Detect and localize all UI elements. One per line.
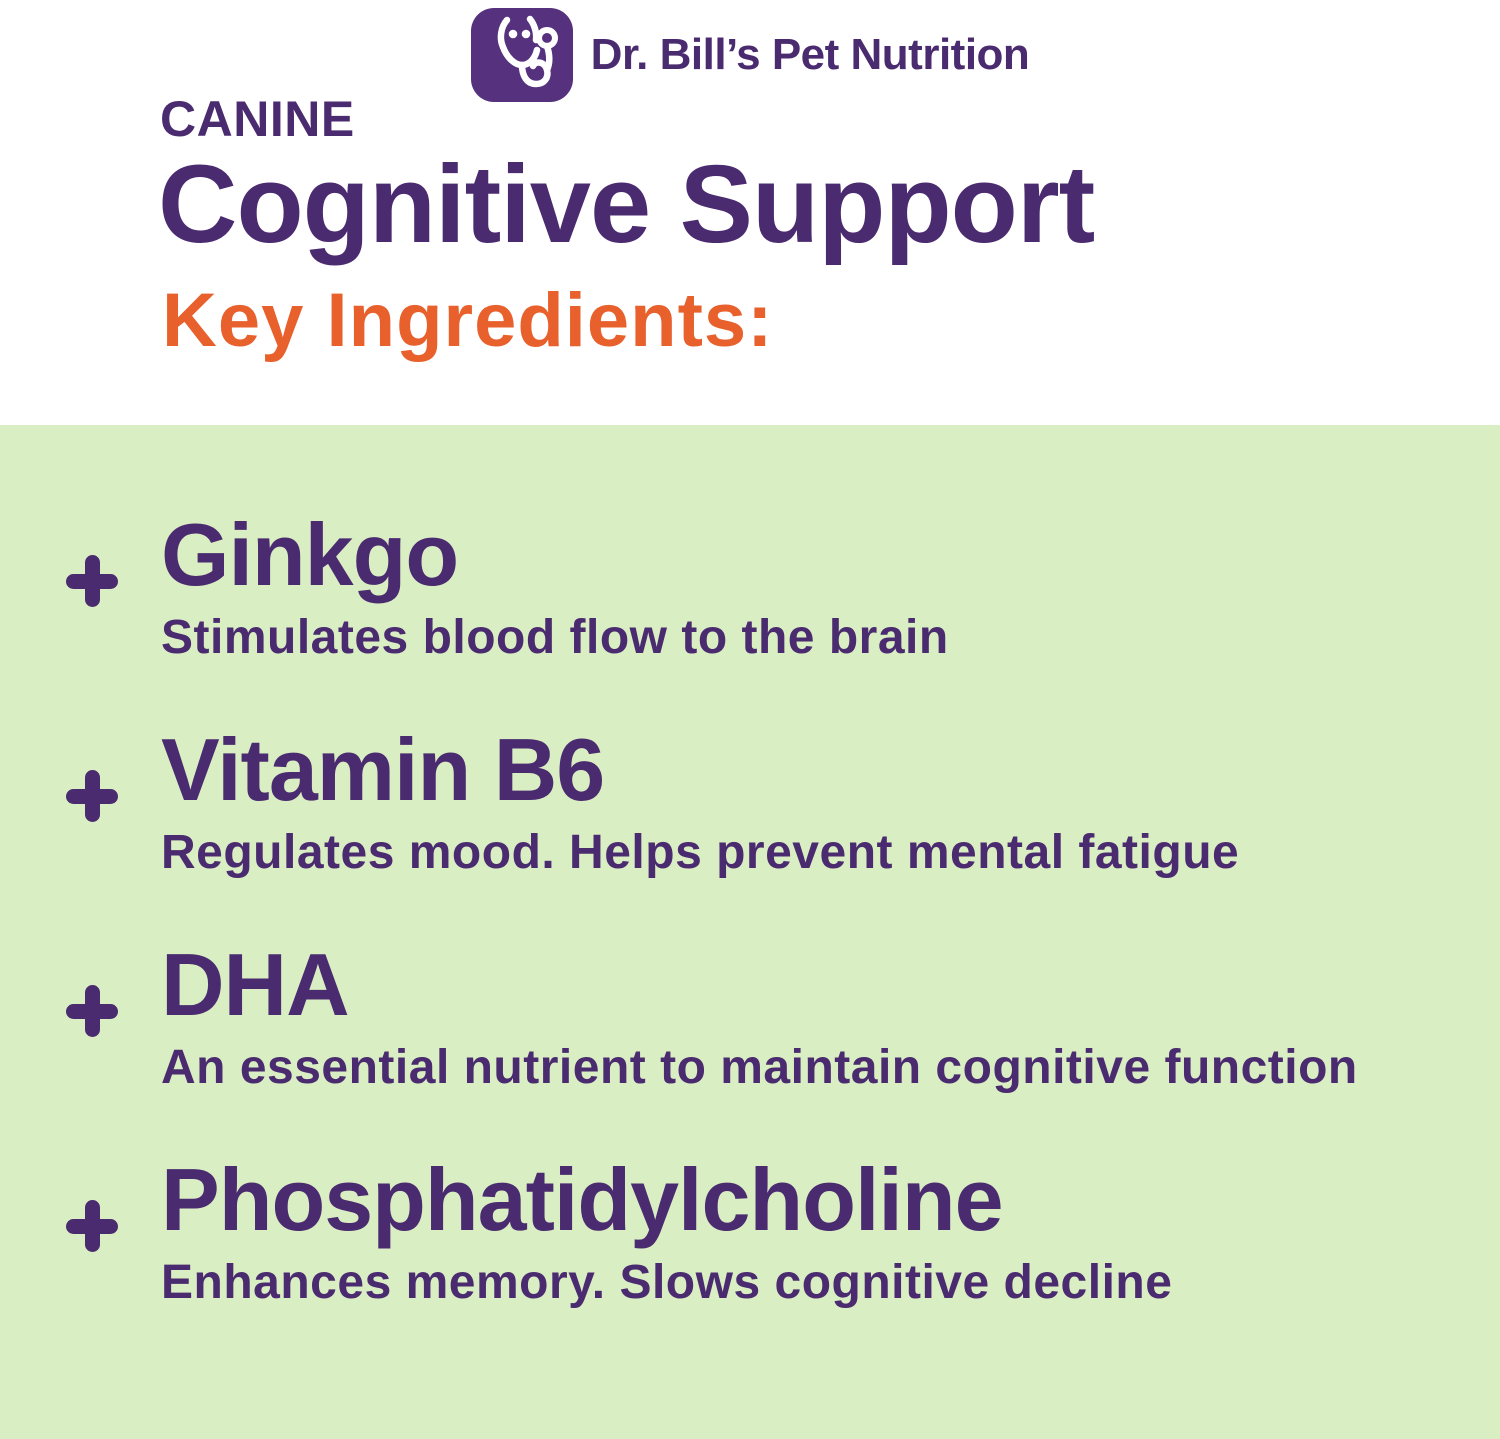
ingredients-panel — [0, 425, 1500, 1439]
ingredient-item-phosphatidylcholine — [66, 1150, 1500, 1309]
ingredient-description: Stimulates blood flow to the brain — [161, 611, 949, 664]
ingredient-header — [66, 720, 1500, 822]
ingredient-header — [66, 1150, 1500, 1252]
stethoscope-dog-icon — [471, 8, 573, 102]
ingredient-name: Vitamin B6 — [161, 720, 605, 819]
ingredient-name: Ginkgo — [161, 505, 459, 604]
ingredient-item-vitamin-b6 — [66, 720, 1500, 879]
page-title: Cognitive Support — [158, 143, 1095, 266]
ingredient-description: Enhances memory. Slows cognitive decline — [161, 1256, 1173, 1309]
category-label: CANINE — [160, 91, 355, 147]
plus-icon — [66, 1200, 118, 1252]
plus-icon — [66, 555, 118, 607]
ingredient-name: Phosphatidylcholine — [161, 1150, 1003, 1249]
key-ingredients-heading: Key Ingredients: — [162, 278, 774, 363]
plus-icon — [66, 770, 118, 822]
ingredient-description: An essential nutrient to maintain cognitive function — [161, 1041, 1358, 1094]
brand-header — [0, 8, 1500, 102]
plus-icon — [66, 985, 118, 1037]
ingredient-item-dha — [66, 935, 1500, 1094]
ingredient-header — [66, 935, 1500, 1037]
ingredient-description: Regulates mood. Helps prevent mental fatigue — [161, 826, 1240, 879]
brand-name: Dr. Bill’s Pet Nutrition — [590, 30, 1030, 79]
ingredient-header — [66, 505, 1500, 607]
ingredient-name: DHA — [161, 935, 349, 1034]
ingredient-item-ginkgo — [66, 505, 1500, 664]
